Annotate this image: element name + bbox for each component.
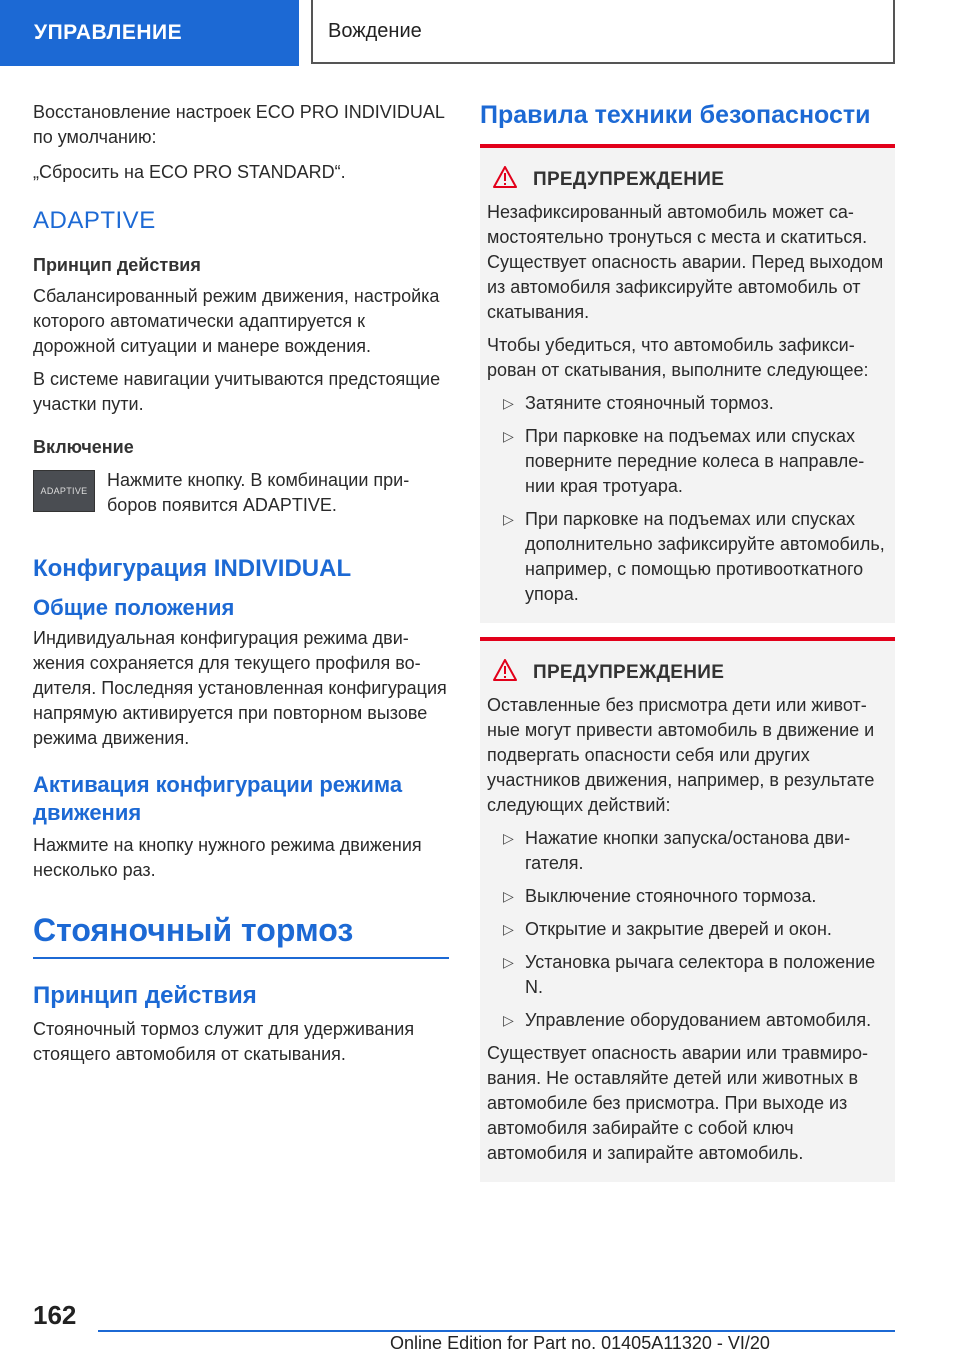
intro-paragraph-2: „Сбросить на ECO PRO STANDARD“. — [33, 162, 346, 182]
warning-triangle-icon — [493, 166, 517, 194]
list-item — [487, 391, 887, 416]
bullet-triangle-icon: ▷ — [503, 1012, 514, 1028]
adaptive-button-label: ADAPTIVE — [40, 486, 88, 496]
right-column — [480, 100, 895, 1182]
principle-paragraph-1: Сбалансированный режим движения, настройка которого автоматически адаптируется к дорожной ситуации и манере вождения. — [33, 286, 440, 356]
warning-label-1: ПРЕДУПРЕЖДЕНИЕ — [533, 169, 725, 190]
warning-title-1 — [487, 166, 887, 194]
bullet-triangle-icon: ▷ — [503, 428, 514, 444]
list-item-text: Выключение стояночного тормоза. — [525, 886, 817, 906]
list-item-text: Открытие и закрытие дверей и окон. — [525, 919, 832, 939]
enable-instruction — [33, 468, 449, 518]
list-item — [487, 424, 887, 499]
warning2-paragraph-1: Оставленные без присмотра дети или животные могут привести автомобиль в движение и подвергать опасности себя или других участников движения, например, в результате следующих действий: — [487, 695, 875, 815]
enable-text: Нажмите кнопку. В комбинации приборов появится ADAPTIVE. — [107, 470, 410, 515]
list-item — [487, 507, 887, 607]
intro-paragraph-1: Восстановление настроек ECO PRO INDIVIDUAL по умолчанию: — [33, 102, 445, 147]
bullet-triangle-icon: ▷ — [503, 954, 514, 970]
list-item-text: При парковке на подъемах или спусках дополнительно зафиксируйте автомобиль, например, с помощью противооткатного упора. — [525, 509, 885, 604]
parking-principle-paragraph: Стояночный тормоз служит для удерживания стоящего автомобиля от скатывания. — [33, 1019, 415, 1064]
bullet-triangle-icon: ▷ — [503, 888, 514, 904]
warning1-paragraph-2: Чтобы убедиться, что автомобиль зафиксирован от скатывания, выполните следующее: — [487, 335, 869, 380]
edition-text: Online Edition for Part no. 01405A11320 - VI/20 — [390, 1333, 770, 1353]
config-heading: Конфигурация INDIVIDUAL — [33, 555, 352, 582]
chapter-title: Вождение — [328, 19, 422, 42]
page-number: 162 — [33, 1300, 77, 1330]
warning-box-2 — [480, 637, 895, 1182]
bullet-triangle-icon: ▷ — [503, 395, 514, 411]
activation-heading: Активация конфигурации режима движения — [33, 772, 403, 825]
list-item-text: При парковке на подъемах или спусках поверните передние колеса в направлении края тротуара. — [525, 426, 865, 496]
enable-heading: Включение — [33, 437, 134, 457]
list-item-text: Затяните стояночный тормоз. — [525, 393, 774, 413]
general-heading: Общие положения — [33, 595, 235, 620]
principle-heading: Принцип действия — [33, 255, 201, 275]
list-item — [487, 917, 887, 942]
list-item — [487, 950, 887, 1000]
list-item — [487, 826, 887, 876]
warning-title-2 — [487, 659, 887, 687]
warning-box-1 — [480, 144, 895, 623]
list-item-text: Управление оборудованием автомобиля. — [525, 1010, 872, 1030]
general-paragraph: Индивидуальная конфигурация режима движения сохраняется для текущего профиля водителя. Последняя установленная конфигурация напрямую активируется при повторном вызове режима движения. — [33, 628, 447, 748]
parking-brake-heading: Стояночный тормоз — [33, 912, 354, 948]
warning1-paragraph-1: Незафиксированный автомобиль может самостоятельно тронуться с места и скатиться. Существует опасность аварии. Перед выходом из автомобиля зафиксируйте автомобиль от скатывания. — [487, 202, 884, 322]
list-item-text: Установка рычага селектора в положение N. — [525, 952, 876, 997]
footer-rule — [98, 1330, 895, 1332]
safety-heading: Правила техники безопасности — [480, 101, 871, 129]
bullet-triangle-icon: ▷ — [503, 921, 514, 937]
warning-label-2: ПРЕДУПРЕЖДЕНИЕ — [533, 662, 725, 683]
warning2-paragraph-2: Существует опасность аварии или травмирования. Не оставляйте детей или животных в автомобиле без присмотра. При выходе из автомобиля забирайте с собой ключ автомобиля и запирайте автомобиль. — [487, 1043, 869, 1163]
list-item — [487, 1008, 887, 1033]
adaptive-heading: ADAPTIVE — [33, 207, 156, 234]
header-section-tab: УПРАВЛЕНИЕ — [0, 0, 299, 66]
left-column — [33, 100, 449, 1067]
list-item-text: Нажатие кнопки запуска/останова двигателя. — [525, 828, 851, 873]
bullet-triangle-icon: ▷ — [503, 830, 514, 846]
activation-paragraph: Нажмите на кнопку нужного режима движения несколько раз. — [33, 835, 422, 880]
adaptive-button-image — [33, 470, 95, 512]
heading-rule — [33, 957, 449, 959]
principle-paragraph-2: В системе навигации учитываются предстоящие участки пути. — [33, 369, 441, 414]
parking-principle-heading: Принцип действия — [33, 982, 257, 1009]
header-chapter-tab — [311, 0, 895, 64]
warning-triangle-icon — [493, 659, 517, 687]
list-item — [487, 884, 887, 909]
bullet-triangle-icon: ▷ — [503, 511, 514, 527]
